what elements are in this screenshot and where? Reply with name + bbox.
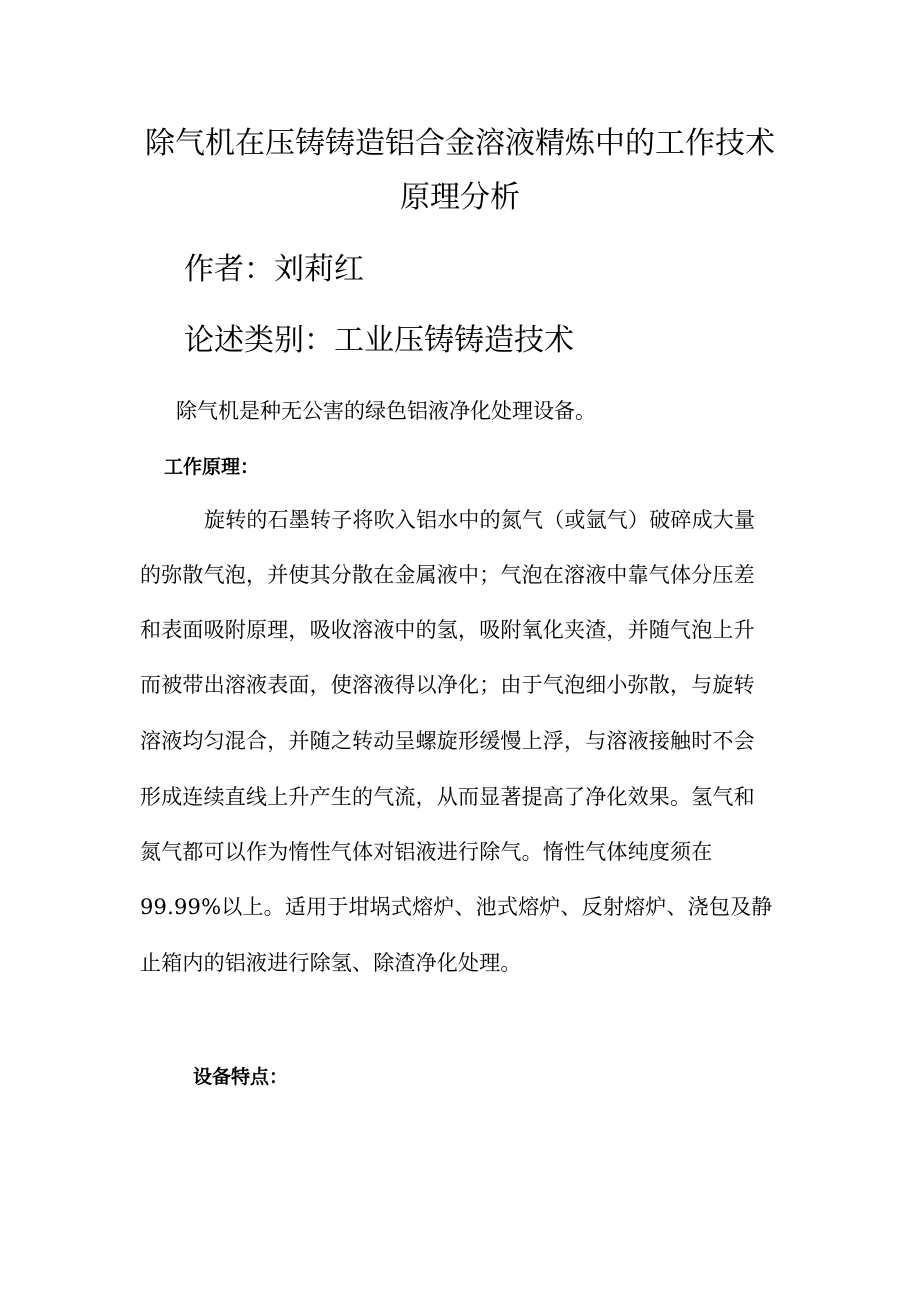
paragraph-line: 和表面吸附原理，吸收溶液中的氢，吸附氧化夹渣，并随气泡上升 (140, 618, 755, 642)
category-line: 论述类别：工业压铸铸造技术 (184, 323, 574, 358)
paragraph-line: 99.99%以上。适用于坩埚式熔炉、池式熔炉、反射熔炉、浇包及静 (140, 895, 773, 919)
section-heading-principle: 工作原理： (164, 456, 260, 478)
document-title-line-1: 除气机在压铸铸造铝合金溶液精炼中的工作技术 (145, 126, 775, 161)
document-title-line-2: 原理分析 (400, 180, 520, 215)
paragraph-line: 旋转的石墨转子将吹入铝水中的氮气（或氩气）破碎成大量 (204, 508, 756, 532)
paragraph-line: 氮气都可以作为惰性气体对铝液进行除气。惰性气体纯度须在 (140, 840, 713, 864)
paragraph-line: 的弥散气泡，并使其分散在金属液中；气泡在溶液中靠气体分压差 (140, 563, 755, 587)
section-heading-features: 设备特点： (193, 1066, 289, 1088)
paragraph-line: 形成连续直线上升产生的气流，从而显著提高了净化效果。氢气和 (140, 785, 755, 809)
paragraph-line: 溶液均匀混合，并随之转动呈螺旋形缓慢上浮，与溶液接触时不会 (140, 729, 755, 753)
intro-sentence: 除气机是种无公害的绿色铝液净化处理设备。 (176, 399, 596, 423)
author-line: 作者：刘莉红 (184, 252, 364, 287)
paragraph-line: 而被带出溶液表面，使溶液得以净化；由于气泡细小弥散，与旋转 (140, 673, 755, 697)
paragraph-line: 止箱内的铝液进行除氢、除渣净化处理。 (140, 951, 522, 975)
